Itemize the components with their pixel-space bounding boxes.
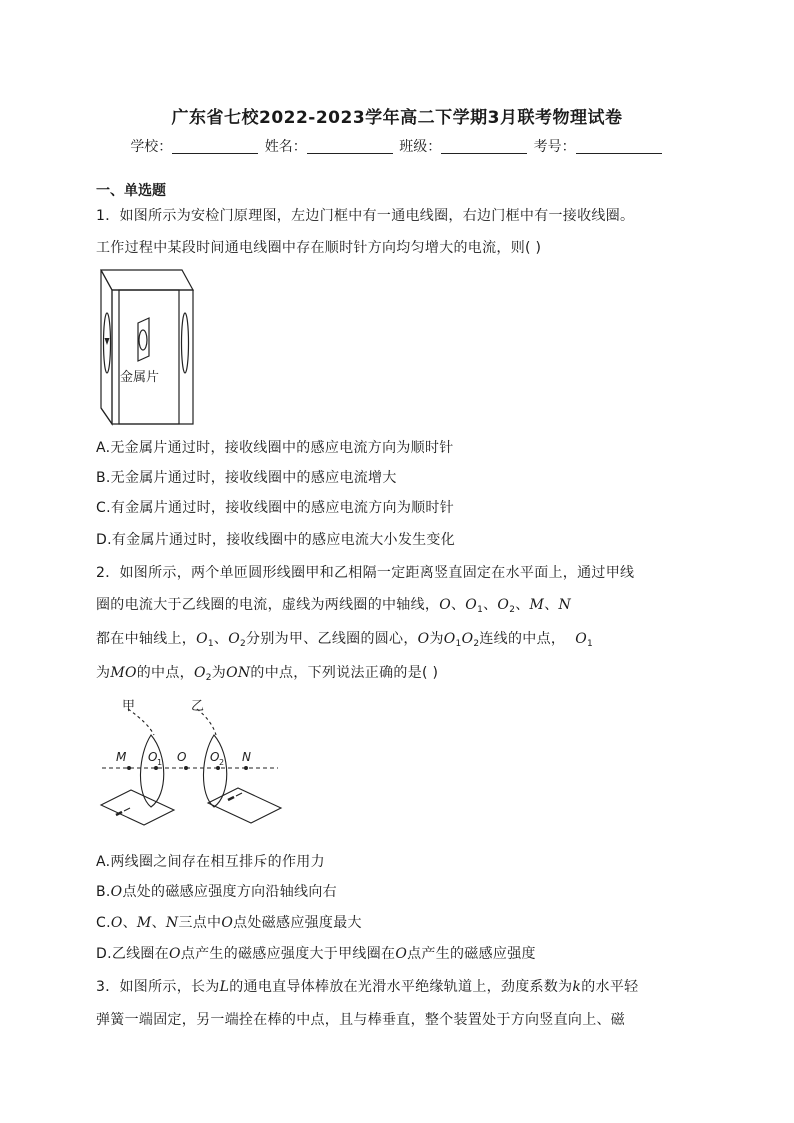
coil-jia-label: 甲	[122, 699, 136, 714]
point-o1-label: O	[148, 750, 158, 764]
q1-stem-line2: 工作过程中某段时间通电线圈中存在顺时针方向均匀增大的电流，则( )	[96, 240, 542, 256]
coil-yi-label: 乙	[191, 699, 205, 714]
q3-stem-line1: 3．如图所示，长为L的通电直导体棒放在光滑水平绝缘轨道上，劲度系数为k的水平轻	[96, 979, 639, 995]
point-o2-subscript: 2	[219, 758, 225, 767]
point-o2-label: O	[210, 750, 220, 764]
q2-option-b[interactable]: B.O点处的磁感应强度方向沿轴线向右	[96, 884, 337, 900]
number-blank[interactable]	[576, 139, 662, 154]
point-o1-subscript: 1	[157, 758, 163, 767]
q1-option-d[interactable]: D.有金属片通过时，接收线圈中的感应电流大小发生变化	[96, 532, 456, 548]
point-o-label: O	[177, 750, 187, 764]
q1-stem-line1: 1．如图所示为安检门原理图，左边门框中有一通电线圈，右边门框中有一接收线圈。	[96, 208, 635, 224]
class-blank[interactable]	[441, 139, 527, 154]
student-info-row	[0, 136, 794, 156]
name-label: 姓名：	[264, 139, 307, 155]
school-blank[interactable]	[172, 139, 258, 154]
school-label: 学校：	[130, 139, 173, 155]
q2-stem-line2: 圈的电流大于乙线圈的电流，虚线为两线圈的中轴线，O、$O_1$、$O_2$、M、N	[96, 597, 572, 615]
q2-option-c[interactable]: C.O、M、N三点中O点处磁感应强度最大	[96, 915, 362, 931]
two-coils-figure	[96, 695, 296, 840]
q2-option-a[interactable]: A.两线圈之间存在相互排斥的作用力	[96, 854, 325, 870]
q2-stem-line4: 为MO的中点，$O_2$为ON的中点，下列说法正确的是( )	[96, 665, 439, 683]
number-label: 考号：	[533, 139, 576, 155]
point-m-label: M	[116, 750, 127, 764]
metal-piece-label: 金属片	[120, 370, 160, 385]
q1-option-c[interactable]: C.有金属片通过时，接收线圈中的感应电流方向为顺时针	[96, 500, 455, 516]
point-n-label: N	[242, 750, 251, 764]
section-heading: 一、单选题	[96, 183, 166, 199]
class-label: 班级：	[399, 139, 442, 155]
q1-option-b[interactable]: B.无金属片通过时，接收线圈中的感应电流增大	[96, 470, 397, 486]
security-gate-figure	[96, 268, 196, 428]
name-blank[interactable]	[307, 139, 393, 154]
q2-stem-line1: 2．如图所示，两个单匝圆形线圈甲和乙相隔一定距离竖直固定在水平面上，通过甲线	[96, 565, 635, 581]
q3-stem-line2: 弹簧一端固定，另一端拴在棒的中点，且与棒垂直，整个装置处于方向竖直向上、磁	[96, 1012, 626, 1028]
exam-title: 广东省七校2022-2023学年高二下学期3月联考物理试卷	[171, 108, 623, 128]
q2-stem-line3: 都在中轴线上，$O_1$、$O_2$分别为甲、乙线圈的圆心，O为$O_1O_2$连线的中点， $O_1$	[96, 631, 593, 649]
q1-option-a[interactable]: A.无金属片通过时，接收线圈中的感应电流方向为顺时针	[96, 440, 454, 456]
q2-option-d[interactable]: D.乙线圈在O点产生的磁感应强度大于甲线圈在O点产生的磁感应强度	[96, 946, 536, 962]
